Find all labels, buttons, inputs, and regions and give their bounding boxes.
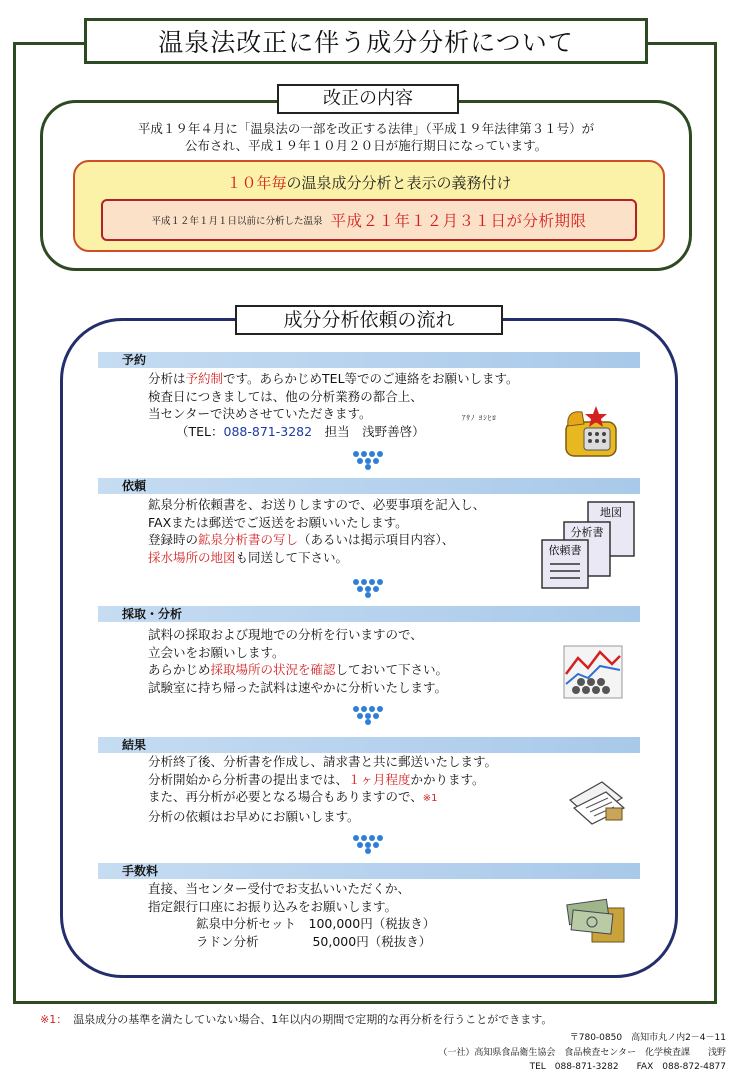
fee-item-mineral-set: 鉱泉中分析セット 100,000円（税抜き） [196,916,436,932]
sampling-line-1: 試料の採取および現地での分析を行いますので、 [148,627,423,642]
duty-text: の温泉成分分析と表示の義務付け [286,174,512,192]
tel-number: 088-871-3282 [223,423,313,439]
footer-organization: （一社）高知県食品衛生協会 食品検査センター 化学検査課 浅野 [438,1047,726,1058]
result-line-4: 分析の依頼はお早めにお願いします。 [148,808,360,824]
sampling-line-3: あらかじめ採取場所の状況を確認しておいて下さい。 [148,662,449,678]
duty-interval: １０年毎 [226,174,287,192]
name-reading: ｱｻﾉ ﾖｼﾋﾛ [462,414,497,422]
result-line-1: 分析終了後、分析書を作成し、請求書と共に郵送いたします。 [148,754,498,769]
request-text [148,496,485,566]
doc-map-label: 地図 [600,506,622,519]
reservation-text [148,370,519,440]
request-line-3: 登録時の鉱泉分析書の写し（あるいは掲示項目内容）、 [148,532,455,548]
money-icon [564,898,626,944]
flow-arrow-dots-1 [352,450,386,470]
report-papers-icon [566,778,626,826]
footnote-mark: ※1： [40,1013,68,1026]
fee-heading: 手数料 [98,863,640,879]
reservation-line-2: 検査日につきましては、他の分析業務の都合上、 [148,388,423,404]
page-title: 温泉法改正に伴う成分分析について [84,18,648,64]
footnote [40,1011,552,1027]
reservation-line-1: 分析は予約制です。あらかじめTEL等でのご連絡をお願いします。 [148,371,519,386]
documents-icon [540,500,640,590]
footnote-text: 温泉成分の基準を満たしていない場合、1年以内の期間で定期的な再分析を行うことができます。 [73,1013,553,1026]
telephone-icon [562,404,624,460]
duty-heading [75,172,663,193]
flow-arrow-dots-4 [352,834,386,854]
sampling-line-2: 立会いをお願いします。 [148,644,285,660]
revision-tag: 改正の内容 [277,84,459,114]
request-heading: 依頼 [98,478,640,494]
footer-contact [438,1031,726,1075]
note-ref-mark: ※1 [422,793,438,805]
flow-tag: 成分分析依頼の流れ [235,305,503,335]
sampling-text [148,626,448,696]
deadline-condition: 平成１２年１月１日以前に分析した温泉 [151,216,323,227]
fee-line-2: 指定銀行口座にお振り込みをお願いします。 [148,898,398,914]
request-line-2: FAXまたは郵送でご返送をお願いいたします。 [148,514,408,530]
revision-line-1: 平成１９年４月に「温泉法の一部を改正する法律」（平成１９年法律第３１号）が [137,121,595,136]
flow-arrow-dots-2 [352,578,386,598]
request-line-4: 採水場所の地図も同送して下さい。 [148,549,349,565]
sampling-line-4: 試験室に持ち帰った試料は速やかに分析いたします。 [148,679,448,695]
fee-line-1: 直接、当センター受付でお支払いいただくか、 [148,881,411,896]
duty-box [73,160,665,252]
result-line-3: また、再分析が必要となる場合もありますので、※1 [148,789,438,805]
footer-address: 〒780-0850 高知市丸ノ内2－4－11 [569,1033,726,1043]
footer-phone-fax: TEL 088-871-3282 FAX 088-872-4877 [529,1062,726,1072]
reservation-heading: 予約 [98,352,640,368]
reservation-line-3: 当センターで決めさせていただきます。 [148,406,372,422]
fee-item-radon: ラドン分析 50,000円（税抜き） [196,933,432,949]
deadline-date: 平成２１年１２月３１日が分析期限 [330,212,587,230]
analysis-chart-icon [562,644,624,700]
revision-intro [50,120,682,154]
result-text [148,753,497,825]
request-line-1: 鉱泉分析依頼書を、お送りしますので、必要事項を記入し、 [148,497,486,512]
doc-request-label: 依頼書 [548,544,582,557]
flow-arrow-dots-3 [352,705,386,725]
reservation-tel: （TEL：088-871-3282 担当 浅野善啓） [176,423,425,439]
sampling-heading: 採取・分析 [98,606,640,622]
doc-report-label: 分析書 [570,526,604,539]
revision-line-2: 公布され、平成１９年１０月２０日が施行期日になっています。 [184,138,548,153]
fee-text [148,880,435,950]
deadline-box [101,199,637,241]
result-line-2: 分析開始から分析書の提出までは、１ヶ月程度かかります。 [148,771,485,787]
result-heading: 結果 [98,737,640,753]
